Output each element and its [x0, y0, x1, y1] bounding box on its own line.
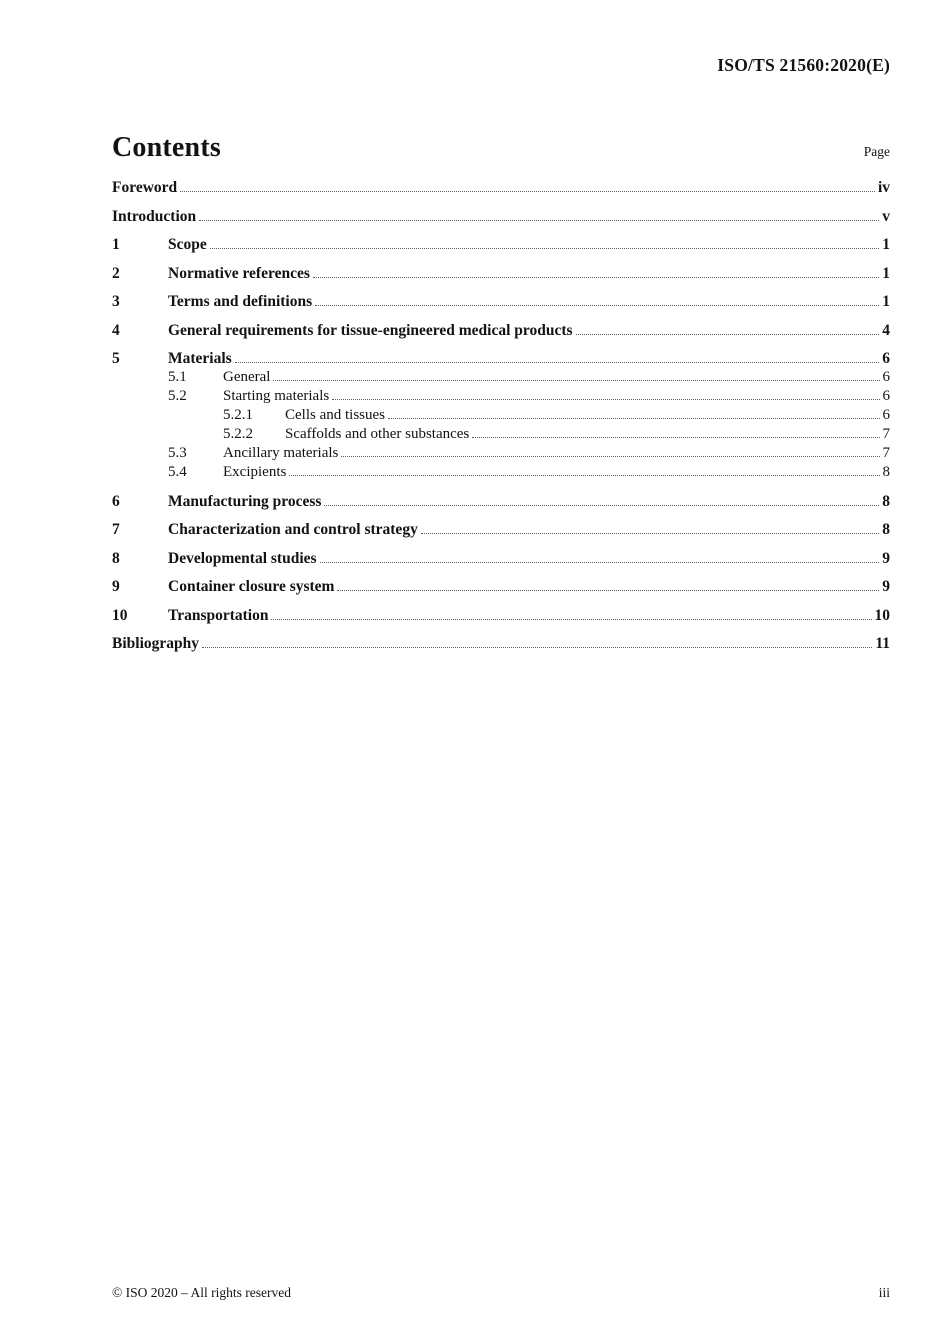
toc-entry-page: 1 [882, 293, 890, 310]
toc-entry-page: 1 [882, 264, 890, 282]
contents-header [112, 133, 890, 163]
toc-entry-title: Developmental studies [168, 549, 317, 567]
toc-entry[interactable] [112, 549, 890, 568]
page-column-label: Page [863, 144, 890, 159]
toc-entry[interactable] [112, 444, 890, 463]
toc-entry[interactable] [112, 264, 890, 283]
toc-entry[interactable] [112, 321, 890, 340]
dotted-leader [332, 399, 879, 400]
toc-entry-title: Cells and tissues [285, 407, 385, 423]
toc-entry-number: 10 [112, 606, 128, 624]
toc-entry-page: 9 [882, 549, 890, 567]
toc-entry-number: 1 [112, 236, 120, 253]
toc-entry-page: 4 [882, 321, 890, 339]
toc-entry[interactable] [112, 207, 890, 226]
toc-entry-page: 10 [874, 606, 890, 624]
toc-entry[interactable] [112, 606, 890, 625]
toc-entry-page: 6 [882, 350, 890, 367]
dotted-leader [315, 305, 879, 306]
toc-entry-title: Materials [168, 350, 232, 367]
toc-entry-title: Starting materials [223, 388, 330, 404]
toc-entry[interactable] [112, 425, 890, 444]
toc-entry-number: 4 [112, 321, 120, 339]
toc-entry-title: General requirements for tissue-engineered medical products [168, 321, 573, 339]
toc-entry-number: 5.4 [168, 464, 187, 480]
toc-entry-page: iv [877, 179, 890, 196]
toc-entry-number: 5.2 [168, 388, 187, 404]
dotted-leader [472, 437, 879, 438]
toc-entry[interactable] [112, 349, 890, 368]
toc-entry-title: Terms and definitions [168, 293, 313, 310]
dotted-leader [202, 647, 872, 648]
dotted-leader [320, 562, 880, 563]
copyright-notice: © ISO 2020 – All rights reserved [112, 1285, 291, 1300]
toc-entry-title: Container closure system [168, 578, 335, 595]
dotted-leader [388, 418, 880, 419]
table-of-contents [112, 178, 890, 653]
dotted-leader [289, 475, 879, 476]
toc-entry-number: 5.3 [168, 445, 187, 461]
toc-entry[interactable] [112, 387, 890, 406]
toc-entry-number: 7 [112, 521, 120, 538]
toc-entry-page: 6 [882, 388, 890, 404]
toc-entry-title: Ancillary materials [223, 445, 339, 461]
dotted-leader [180, 191, 875, 192]
toc-entry[interactable] [112, 577, 890, 596]
toc-entry-page: 6 [882, 407, 890, 423]
toc-entry-page: 8 [882, 464, 890, 480]
toc-entry-title: Manufacturing process [168, 492, 322, 510]
toc-entry-page: 11 [875, 635, 890, 652]
dotted-leader [210, 248, 880, 249]
dotted-leader [273, 380, 879, 381]
dotted-leader [271, 619, 871, 620]
toc-entry-page: 1 [882, 236, 890, 253]
toc-entry[interactable] [112, 406, 890, 425]
toc-entry-title: Scaffolds and other substances [285, 426, 470, 442]
dotted-leader [324, 505, 879, 506]
toc-entry-title: Introduction [112, 207, 197, 225]
dotted-leader [235, 362, 880, 363]
dotted-leader [199, 220, 879, 221]
toc-entry-title: Excipients [223, 464, 287, 480]
page-title: Contents [112, 132, 221, 163]
toc-entry-number: 9 [112, 578, 120, 595]
dotted-leader [421, 533, 879, 534]
dotted-leader [337, 590, 879, 591]
toc-entry-number: 5.2.2 [223, 426, 253, 442]
toc-entry[interactable] [112, 368, 890, 387]
page-footer [112, 1284, 890, 1301]
toc-entry-page: 6 [882, 369, 890, 385]
toc-entry-page: 8 [882, 521, 890, 538]
toc-entry-number: 5.1 [168, 369, 187, 385]
toc-entry-title: Transportation [168, 606, 269, 624]
toc-entry[interactable] [112, 463, 890, 482]
dotted-leader [341, 456, 879, 457]
folio-page-number: iii [878, 1285, 890, 1300]
toc-entry[interactable] [112, 520, 890, 539]
toc-entry-number: 5 [112, 350, 120, 367]
toc-entry-title: Scope [168, 236, 207, 253]
toc-entry[interactable] [112, 292, 890, 311]
toc-entry-title: Characterization and control strategy [168, 521, 418, 538]
document-reference: ISO/TS 21560:2020(E) [717, 55, 890, 75]
toc-entry-title: Normative references [168, 264, 310, 282]
toc-entry-page: 9 [882, 578, 890, 595]
toc-entry-page: 7 [882, 445, 890, 461]
toc-entry-title: General [223, 369, 271, 385]
toc-entry-number: 5.2.1 [223, 407, 253, 423]
toc-entry[interactable] [112, 492, 890, 511]
toc-entry-number: 6 [112, 492, 120, 510]
toc-entry-title: Foreword [112, 179, 178, 196]
toc-entry-number: 2 [112, 264, 120, 282]
dotted-leader [313, 277, 879, 278]
dotted-leader [576, 334, 880, 335]
toc-entry[interactable] [112, 178, 890, 197]
toc-entry[interactable] [112, 634, 890, 653]
toc-entry-page: 7 [882, 426, 890, 442]
toc-entry-page: v [882, 207, 890, 225]
toc-entry[interactable] [112, 235, 890, 254]
toc-entry-page: 8 [882, 492, 890, 510]
toc-entry-number: 8 [112, 549, 120, 567]
toc-entry-title: Bibliography [112, 635, 199, 652]
toc-entry-number: 3 [112, 293, 120, 310]
